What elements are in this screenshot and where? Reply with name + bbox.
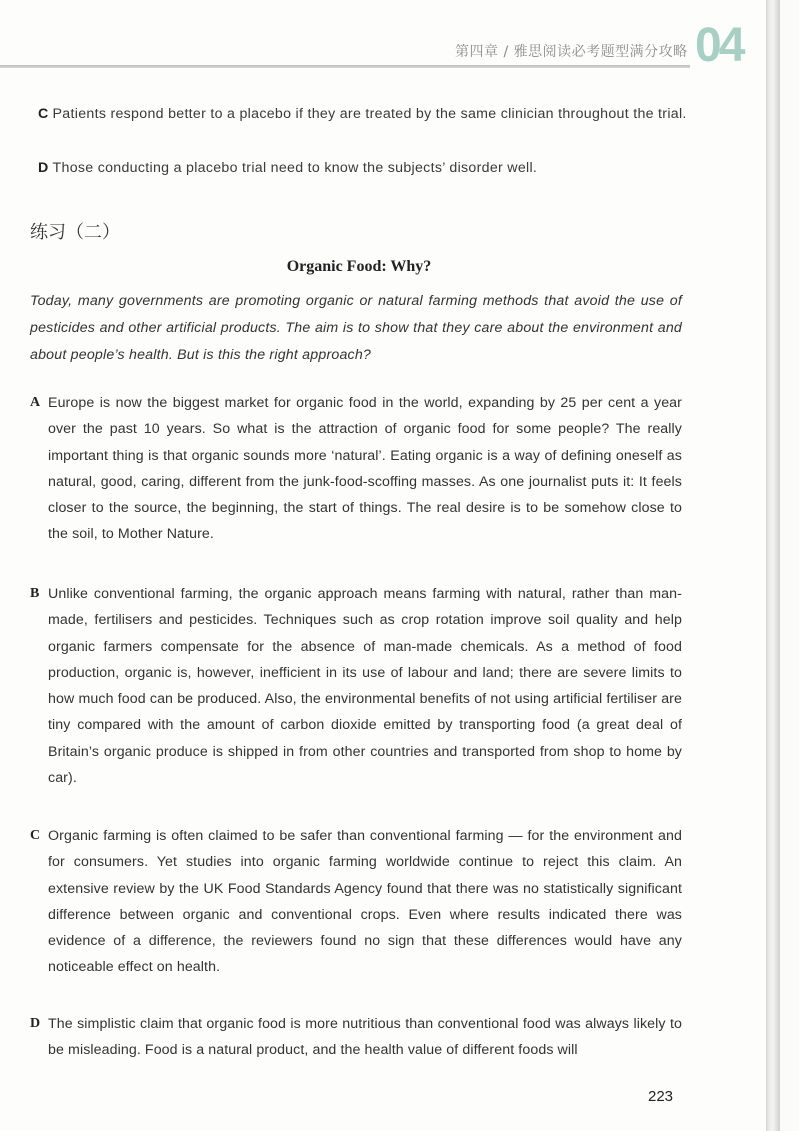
paragraph-a xyxy=(30,390,682,548)
paragraph-text: Unlike conventional farming, the organic approach means farming with natural, rather than man-made, fertilisers and pesticides. Techniques such as crop rotation improve soil quality and help organic farmers compensate for the absence of man-made chemicals. As a method of food production, organic is, however, inefficient in its use of labour and land; there are severe limits to how much food can be produced. Also, the environmental benefits of not using artificial fertiliser are tiny compared with the amount of carbon dioxide emitted by transporting food (a great deal of Britain’s organic produce is shipped in from other countries and transported from shop to home by car). xyxy=(48,586,682,787)
option-label: C xyxy=(38,106,49,122)
section-heading: 练习（二） xyxy=(30,222,120,243)
paragraph-text: Europe is now the biggest market for organic food in the world, expanding by 25 per cent a year over the past 10 years. So what is the attraction of organic food for some people? The really important thing is that organic sounds more ‘natural’. Eating organic is a way of defining oneself as natural, good, caring, different from the junk-food-scoffing masses. As one journalist puts it: It feels closer to the source, the beginning, the start of things. The real desire is to be somehow close to the soil, to Mother Nature. xyxy=(48,395,682,543)
running-head: 第四章 / 雅思阅读必考题型满分攻略 xyxy=(455,44,688,60)
paragraph-label: B xyxy=(30,586,40,601)
paragraph-label: C xyxy=(30,828,41,843)
paragraph-c xyxy=(30,823,682,981)
answer-option-d xyxy=(38,155,688,181)
paragraph-text: The simplistic claim that organic food is more nutritious than conventional food was always likely to be misleading. Food is a natural product, and the health value of different foods will xyxy=(48,1016,682,1059)
passage-intro: Today, many governments are promoting organic or natural farming methods that avoid the use of pesticides and other artificial products. The aim is to show that they care about the environment and about people’s health. But is this the right approach? xyxy=(30,293,682,363)
passage-title: Organic Food: Why? xyxy=(286,258,432,275)
paragraph-text: Organic farming is often claimed to be safer than conventional farming — for the environment and for consumers. Yet studies into organic farming worldwide continue to reject this claim. An extensive review by the UK Food Standards Agency found that there was no statistically significant difference between organic and conventional crops. Even where results indicated there was evidence of a difference, the reviewers found no sign that these differences would have any noticeable effect on health. xyxy=(48,828,682,976)
chapter-number: 04 xyxy=(695,19,743,72)
option-text: Those conducting a placebo trial need to know the subjects’ disorder well. xyxy=(52,160,538,176)
header-rule xyxy=(0,65,690,68)
paragraph-d xyxy=(30,1011,682,1064)
option-label: D xyxy=(38,160,49,176)
page-number: 223 xyxy=(648,1088,674,1105)
option-text: Patients respond better to a placebo if they are treated by the same clinician throughout the trial. xyxy=(52,106,687,122)
answer-option-c xyxy=(38,101,688,127)
paragraph-b xyxy=(30,581,682,791)
paragraph-label: D xyxy=(30,1016,41,1031)
page-edge-strip xyxy=(766,0,780,1131)
paragraph-label: A xyxy=(30,395,41,410)
page-edge-margin xyxy=(780,0,799,1131)
